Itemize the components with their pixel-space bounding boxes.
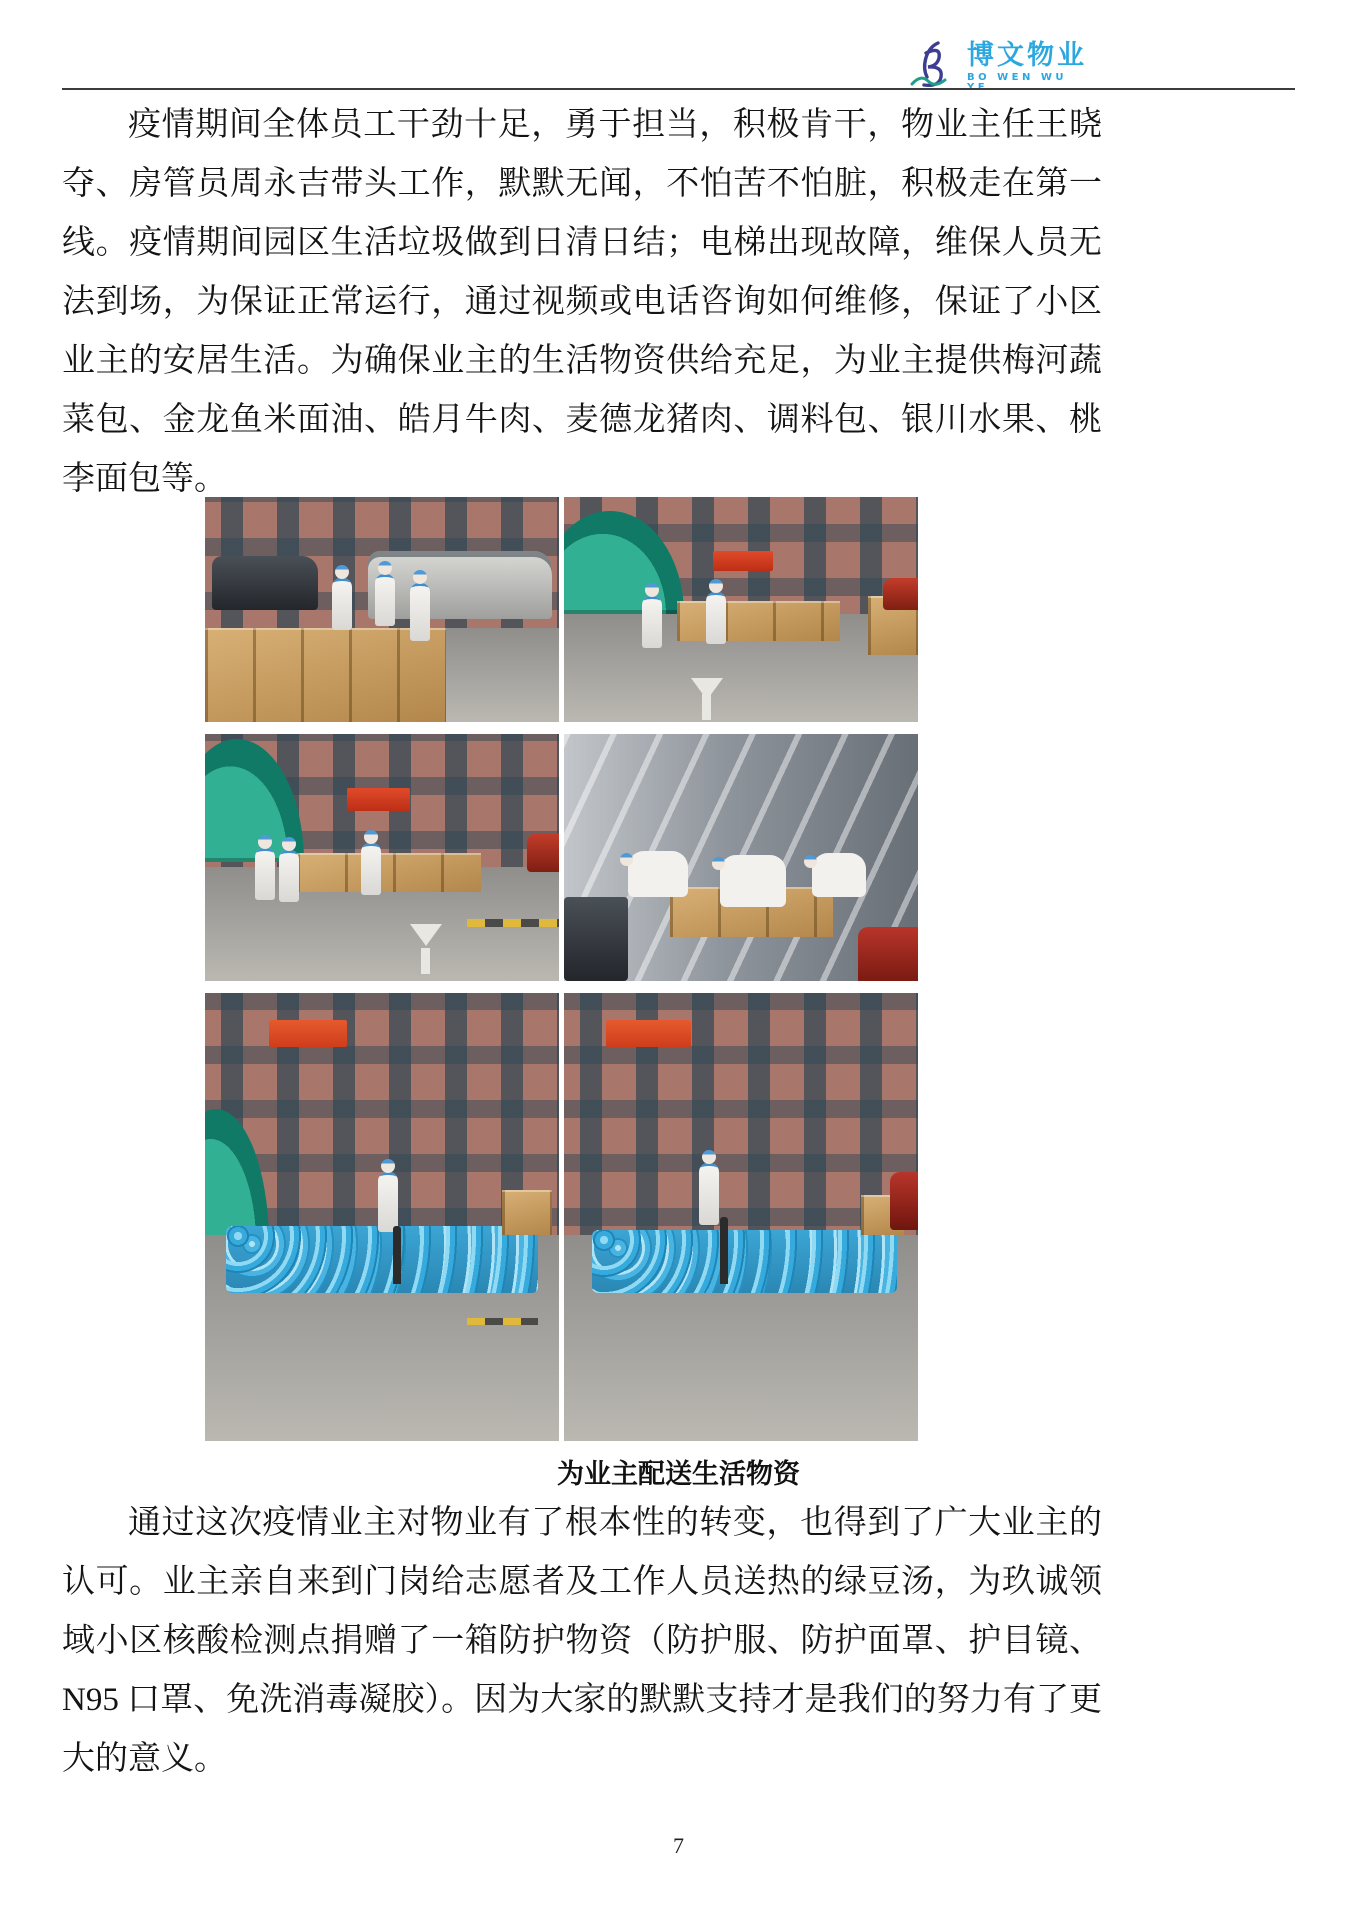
storefront-sign <box>606 1020 691 1047</box>
road-arrow-marking <box>410 924 442 946</box>
page-number: 7 <box>673 1833 684 1858</box>
cardboard-boxes-shape <box>502 1190 552 1235</box>
worker-figure-bending <box>720 855 786 907</box>
worker-figure <box>361 843 381 895</box>
red-car-shape <box>858 927 918 981</box>
van-shape <box>212 556 318 610</box>
worker-figure <box>279 850 299 902</box>
storefront-sign <box>713 551 773 571</box>
photo-blue-bags-right <box>564 993 918 1441</box>
red-car-shape <box>527 833 559 873</box>
photo-blue-bags-left <box>205 993 559 1441</box>
worker-figure <box>378 1172 398 1232</box>
storefront-sign <box>347 788 411 810</box>
cardboard-boxes-shape <box>297 853 481 893</box>
worker-figure <box>642 596 662 648</box>
worker-figure <box>410 583 430 641</box>
logo-mark-icon <box>905 40 957 95</box>
road-arrow-marking <box>702 694 711 720</box>
photo-boxes-lined-up <box>205 734 559 981</box>
yellow-curb-marking <box>467 919 559 927</box>
logo-text <box>967 42 1095 93</box>
cardboard-boxes-shape <box>677 601 840 642</box>
paragraph-pandemic-work: 疫情期间全体员工干劲十足，勇于担当，积极肯干，物业主任王晓夺、房管员周永吉带头工作，默默无闻，不怕苦不怕脏，积极走在第一线。疫情期间园区生活垃圾做到日清日结；电梯出现故障，维保人员无法到场，为保证正常运行，通过视频或电话咨询如何维修，保证了小区业主的安居生活。为确保业主的生活物资供给充足，为业主提供梅河蔬菜包、金龙鱼米面油、皓月牛肉、麦德龙猪肉、调料包、银川水果、桃李面包等。 <box>62 107 1102 497</box>
yellow-curb-marking <box>467 1318 538 1325</box>
red-car-shape <box>883 578 918 610</box>
header-divider <box>62 88 1295 90</box>
worker-figure <box>699 1163 719 1225</box>
worker-figure <box>706 592 726 644</box>
photo-caption: 为业主配送生活物资 <box>557 1459 800 1489</box>
worker-figure <box>332 578 352 630</box>
red-car-shape <box>890 1172 918 1230</box>
logo-name-en: BO WEN WU YE <box>967 72 1067 93</box>
lamp-post-shape <box>393 1226 401 1284</box>
worker-figure <box>375 574 395 626</box>
storefront-sign <box>269 1020 347 1047</box>
cardboard-boxes-shape <box>205 628 446 723</box>
lamp-post-shape <box>720 1217 728 1284</box>
blue-bags-pile <box>226 1226 538 1293</box>
worker-figure-bending <box>812 853 866 897</box>
photo-van-unloading <box>205 497 559 722</box>
photo-truck-bed <box>564 734 918 981</box>
truck-shadow-shape <box>564 897 628 981</box>
paragraph-owner-recognition: 通过这次疫情业主对物业有了根本性的转变，也得到了广大业主的认可。业主亲自来到门岗给志愿者及工作人员送热的绿豆汤，为玖诚领域小区核酸检测点捐赠了一箱防护物资（防护服、防护面罩、护目镜、N95 口罩、免洗消毒凝胶）。因为大家的默默支持才是我们的努力有了更大的意义。 <box>62 1505 1102 1777</box>
van-shape <box>368 551 552 619</box>
blue-bags-pile <box>592 1230 896 1293</box>
logo-name-cn: 博文物业 <box>967 40 1087 71</box>
worker-figure <box>255 848 275 900</box>
company-logo <box>905 40 1095 95</box>
worker-figure-bending <box>628 851 688 897</box>
photo-grid <box>205 497 918 1441</box>
road-arrow-marking <box>421 948 430 974</box>
photo-canopy-carrying <box>564 497 918 722</box>
